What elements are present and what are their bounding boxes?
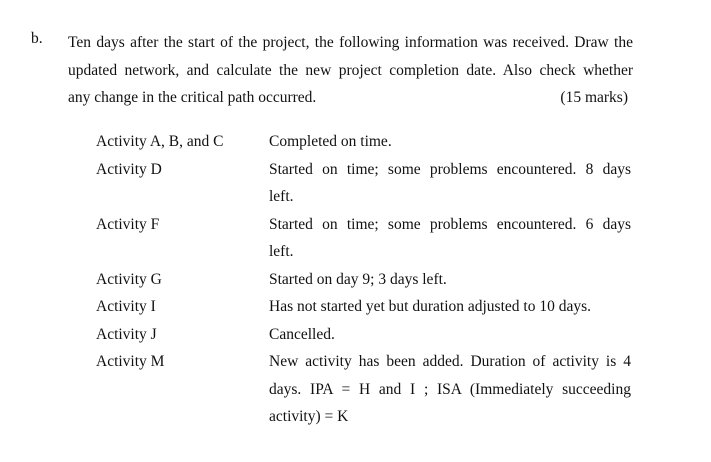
activity-row-abc	[96, 128, 636, 156]
activity-row-g	[96, 266, 636, 294]
activity-row-j	[96, 321, 636, 349]
activity-status-line: Started on time; some problems encountered. 6 days	[269, 215, 631, 233]
activity-name: Activity A, B, and C	[96, 133, 224, 150]
activity-status-line: Started on day 9; 3 days left.	[269, 270, 447, 288]
question-line-2: updated network, and calculate the new project completion date. Also check whether	[68, 61, 633, 79]
activity-status	[269, 156, 631, 211]
activity-name: Activity D	[96, 160, 162, 178]
question-text	[68, 29, 633, 112]
question-last-line	[68, 84, 633, 112]
activity-status-line: New activity has been added. Duration of activity is 4	[269, 353, 631, 370]
activity-status-line: Cancelled.	[269, 325, 335, 343]
activity-status	[269, 128, 631, 156]
activity-name: Activity J	[96, 325, 157, 343]
activity-status-line: days. IPA = H and I ; ISA (Immediately succeeding	[269, 380, 631, 398]
activity-row-d	[96, 156, 636, 211]
activity-name: Activity F	[96, 215, 160, 233]
activity-name: Activity M	[96, 353, 165, 370]
question-line-3: any change in the critical path occurred.	[68, 89, 317, 106]
activity-list	[96, 128, 636, 431]
activity-status	[269, 348, 631, 431]
activity-status	[269, 266, 631, 294]
marks-label: (15 marks)	[560, 89, 628, 106]
activity-status-line: Completed on time.	[269, 133, 392, 150]
activity-status	[269, 211, 631, 266]
activity-status-line: left.	[269, 243, 294, 260]
activity-status	[269, 293, 631, 321]
activity-name: Activity G	[96, 270, 162, 288]
activity-row-f	[96, 211, 636, 266]
activity-status-line: activity) = K	[269, 408, 349, 425]
activity-status-line: left.	[269, 188, 294, 205]
activity-status-line: Started on time; some problems encountered. 8 days	[269, 160, 631, 178]
question-label: b.	[31, 30, 43, 47]
activity-row-m	[96, 348, 636, 431]
activity-status	[269, 321, 631, 349]
activity-status-line: Has not started yet but duration adjusted to 10 days.	[269, 298, 591, 315]
question-line-1: Ten days after the start of the project, the following information was received. Draw the	[68, 34, 633, 51]
activity-name: Activity I	[96, 298, 156, 315]
activity-row-i	[96, 293, 636, 321]
